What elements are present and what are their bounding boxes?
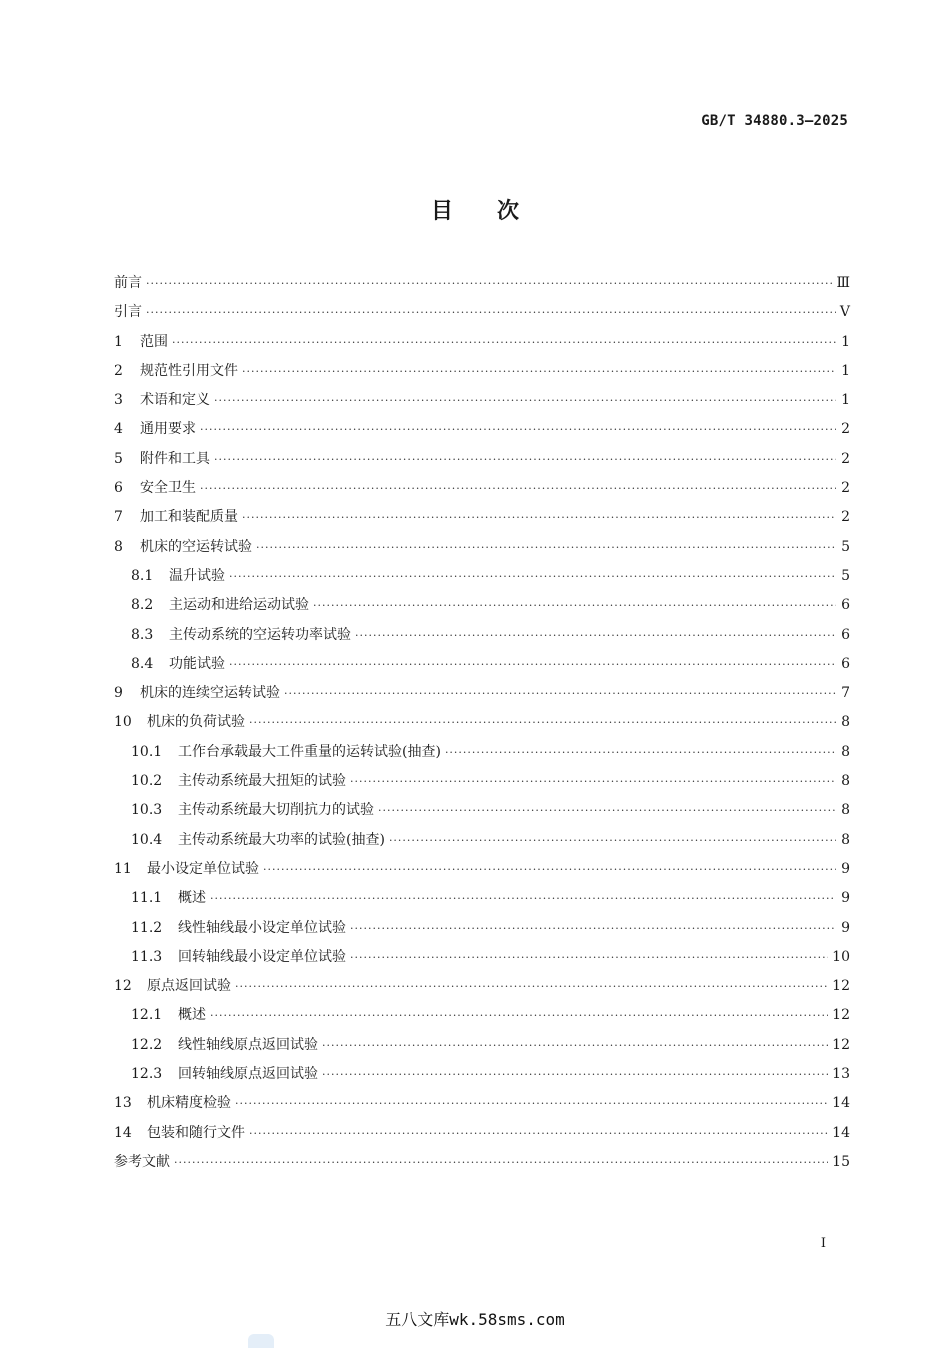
toc-entry-number: 8.2 <box>131 597 154 614</box>
toc-entry-number: 1 <box>114 333 123 350</box>
toc-leader-dots <box>242 503 836 532</box>
toc-leader-dots <box>200 415 836 444</box>
toc-entry-title: 线性轴线原点返回试验 <box>178 1036 318 1053</box>
toc-entry[interactable] <box>114 445 850 474</box>
toc-entry-title: 引言 <box>114 304 142 321</box>
toc-leader-dots <box>146 269 832 298</box>
toc-entry-page: 10 <box>832 948 850 965</box>
toc-entry-number: 2 <box>114 362 123 379</box>
toc-leader-dots <box>284 679 836 708</box>
toc-entry-title: 概述 <box>178 890 206 907</box>
toc-entry-page: 14 <box>832 1095 850 1112</box>
toc-entry-number: 14 <box>114 1124 132 1141</box>
toc-entry[interactable] <box>114 1089 850 1118</box>
toc-entry-title: 最小设定单位试验 <box>147 860 259 877</box>
toc-entry-number: 10.2 <box>131 773 163 790</box>
toc-entry-number: 8.3 <box>131 626 154 643</box>
toc-entry-number: 7 <box>114 509 123 526</box>
toc-entry-title: 机床的负荷试验 <box>147 714 245 731</box>
toc-leader-dots <box>389 826 836 855</box>
toc-entry-title: 参考文献 <box>114 1153 170 1170</box>
toc-leader-dots <box>242 357 836 386</box>
toc-entry-title: 主传动系统最大扭矩的试验 <box>178 773 346 790</box>
toc-entry-title: 线性轴线最小设定单位试验 <box>178 919 346 936</box>
toc-entry-title: 安全卫生 <box>140 480 196 497</box>
toc-entry-page: 12 <box>832 1007 850 1024</box>
page-number: Ⅰ <box>820 1236 826 1251</box>
toc-leader-dots <box>172 328 836 357</box>
toc-entry-number: 5 <box>114 450 123 467</box>
toc-entry-title: 回转轴线原点返回试验 <box>178 1066 318 1083</box>
toc-leader-dots <box>378 796 836 825</box>
toc-entry-page: 2 <box>841 480 850 497</box>
toc-entry-page: 15 <box>832 1153 850 1170</box>
toc-entry-title: 主运动和进给运动试验 <box>169 597 309 614</box>
toc-entry-title: 机床的空运转试验 <box>140 538 252 555</box>
toc-entry-number: 12 <box>114 978 132 995</box>
toc-entry-title: 主传动系统的空运转功率试验 <box>169 626 351 643</box>
toc-entry-page: 5 <box>841 567 850 584</box>
toc-entry[interactable] <box>114 415 850 444</box>
toc-leader-dots <box>322 1060 828 1089</box>
toc-entry-title: 主传动系统最大功率的试验(抽查) <box>178 831 385 848</box>
toc-leader-dots <box>146 298 836 327</box>
toc-entry-number: 12.1 <box>131 1007 163 1024</box>
toc-entry-page: 8 <box>841 831 850 848</box>
toc-entry-number: 11.1 <box>131 890 163 907</box>
toc-entry-page: 9 <box>841 919 850 936</box>
toc-entry[interactable] <box>114 591 850 620</box>
toc-entry[interactable] <box>114 328 850 357</box>
toc-entry-number: 9 <box>114 685 123 702</box>
toc-entry[interactable] <box>114 621 850 650</box>
toc-entry-title: 概述 <box>178 1007 206 1024</box>
toc-entry[interactable] <box>114 298 850 327</box>
toc-entry-number: 6 <box>114 480 123 497</box>
toc-entry[interactable] <box>114 796 850 825</box>
toc-entry-page: 9 <box>841 890 850 907</box>
toc-entry-page: 8 <box>841 773 850 790</box>
toc-entry-title: 原点返回试验 <box>147 978 231 995</box>
toc-entry-page: Ⅲ <box>836 275 850 291</box>
toc-entry-page: 1 <box>841 362 850 379</box>
toc-entry-title: 范围 <box>140 333 168 350</box>
toc-leader-dots <box>350 767 836 796</box>
toc-entry-page: 2 <box>841 450 850 467</box>
toc-entry-number: 13 <box>114 1095 132 1112</box>
toc-entry[interactable] <box>114 884 850 913</box>
toc-entry[interactable] <box>114 708 850 737</box>
toc-leader-dots <box>229 562 836 591</box>
toc-entry[interactable] <box>114 914 850 943</box>
toc-entry-page: Ⅴ <box>839 304 850 321</box>
toc-entry-number: 4 <box>114 421 123 438</box>
toc-entry-page: 2 <box>841 421 850 438</box>
toc-entry[interactable] <box>114 1031 850 1060</box>
toc-entry-number: 11 <box>114 860 132 877</box>
toc-entry-number: 8.4 <box>131 655 154 672</box>
toc-entry-title: 规范性引用文件 <box>140 362 238 379</box>
toc-entry[interactable] <box>114 1001 850 1030</box>
toc-leader-dots <box>445 738 836 767</box>
toc-entry-page: 13 <box>832 1066 850 1083</box>
toc-entry-title: 回转轴线最小设定单位试验 <box>178 948 346 965</box>
table-of-contents <box>114 269 850 1177</box>
toc-entry-number: 12.3 <box>131 1066 163 1083</box>
toc-leader-dots <box>322 1031 828 1060</box>
toc-entry[interactable] <box>114 679 850 708</box>
toc-leader-dots <box>313 591 836 620</box>
toc-entry[interactable] <box>114 1119 850 1148</box>
toc-entry-page: 6 <box>841 597 850 614</box>
toc-entry[interactable] <box>114 767 850 796</box>
toc-entry[interactable] <box>114 855 850 884</box>
toc-entry[interactable] <box>114 533 850 562</box>
toc-entry-title: 前言 <box>114 275 142 291</box>
toc-entry[interactable] <box>114 1148 850 1177</box>
toc-entry-page: 8 <box>841 743 850 760</box>
toc-entry-page: 5 <box>841 538 850 555</box>
toc-leader-dots <box>235 1089 828 1118</box>
toc-leader-dots <box>174 1148 828 1177</box>
toc-entry[interactable] <box>114 738 850 767</box>
toc-entry-page: 6 <box>841 626 850 643</box>
standard-number: GB/T 34880.3—2025 <box>701 113 848 129</box>
toc-entry-number: 11.3 <box>131 948 163 965</box>
toc-leader-dots <box>256 533 836 562</box>
toc-leader-dots <box>350 914 836 943</box>
toc-entry[interactable] <box>114 503 850 532</box>
toc-leader-dots <box>249 1119 828 1148</box>
toc-entry-title: 术语和定义 <box>140 392 210 409</box>
toc-entry-number: 12.2 <box>131 1036 163 1053</box>
toc-leader-dots <box>350 943 828 972</box>
toc-entry-number: 11.2 <box>131 919 163 936</box>
toc-entry[interactable] <box>114 562 850 591</box>
toc-leader-dots <box>229 650 836 679</box>
toc-entry[interactable] <box>114 474 850 503</box>
watermark-logo-icon <box>248 1334 274 1348</box>
toc-leader-dots <box>210 884 836 913</box>
toc-leader-dots <box>355 621 836 650</box>
toc-leader-dots <box>214 386 836 415</box>
toc-entry-title: 通用要求 <box>140 421 196 438</box>
toc-entry[interactable] <box>114 972 850 1001</box>
toc-entry-page: 1 <box>841 392 850 409</box>
toc-entry[interactable] <box>114 386 850 415</box>
toc-leader-dots <box>263 855 836 884</box>
toc-entry[interactable] <box>114 650 850 679</box>
toc-entry-page: 14 <box>832 1124 850 1141</box>
toc-entry-page: 1 <box>841 333 850 350</box>
toc-entry-number: 10.4 <box>131 831 163 848</box>
toc-entry[interactable] <box>114 357 850 386</box>
toc-entry-number: 8.1 <box>131 567 154 584</box>
toc-entry-title: 附件和工具 <box>140 450 210 467</box>
toc-entry-page: 8 <box>841 802 850 819</box>
toc-entry-title: 机床的连续空运转试验 <box>140 685 280 702</box>
toc-entry-title: 主传动系统最大切削抗力的试验 <box>178 802 374 819</box>
toc-leader-dots <box>235 972 828 1001</box>
toc-entry-title: 功能试验 <box>169 655 225 672</box>
watermark-text[interactable]: 五八文库wk.58sms.com <box>385 1310 565 1329</box>
toc-entry-page: 12 <box>832 1036 850 1053</box>
toc-entry-title: 机床精度检验 <box>147 1095 231 1112</box>
page-title: 目 次 <box>430 199 519 224</box>
toc-entry[interactable] <box>114 1060 850 1089</box>
toc-leader-dots <box>214 445 836 474</box>
toc-entry-number: 10 <box>114 714 132 731</box>
toc-entry-title: 温升试验 <box>169 567 225 584</box>
toc-entry-page: 6 <box>841 655 850 672</box>
toc-leader-dots <box>249 708 836 737</box>
toc-entry[interactable] <box>114 943 850 972</box>
toc-leader-dots <box>200 474 836 503</box>
toc-entry[interactable] <box>114 826 850 855</box>
toc-entry-page: 2 <box>841 509 850 526</box>
toc-entry-page: 8 <box>841 714 850 731</box>
toc-entry-number: 10.3 <box>131 802 163 819</box>
toc-entry-number: 3 <box>114 392 123 409</box>
toc-entry-number: 10.1 <box>131 743 163 760</box>
toc-entry-title: 工作台承载最大工件重量的运转试验(抽查) <box>178 743 441 760</box>
toc-leader-dots <box>210 1001 828 1030</box>
toc-entry-page: 9 <box>841 860 850 877</box>
toc-entry-title: 包装和随行文件 <box>147 1124 245 1141</box>
toc-entry-page: 12 <box>832 978 850 995</box>
toc-entry[interactable] <box>114 269 850 298</box>
toc-entry-title: 加工和装配质量 <box>140 509 238 526</box>
toc-entry-number: 8 <box>114 538 123 555</box>
toc-entry-page: 7 <box>841 685 850 702</box>
